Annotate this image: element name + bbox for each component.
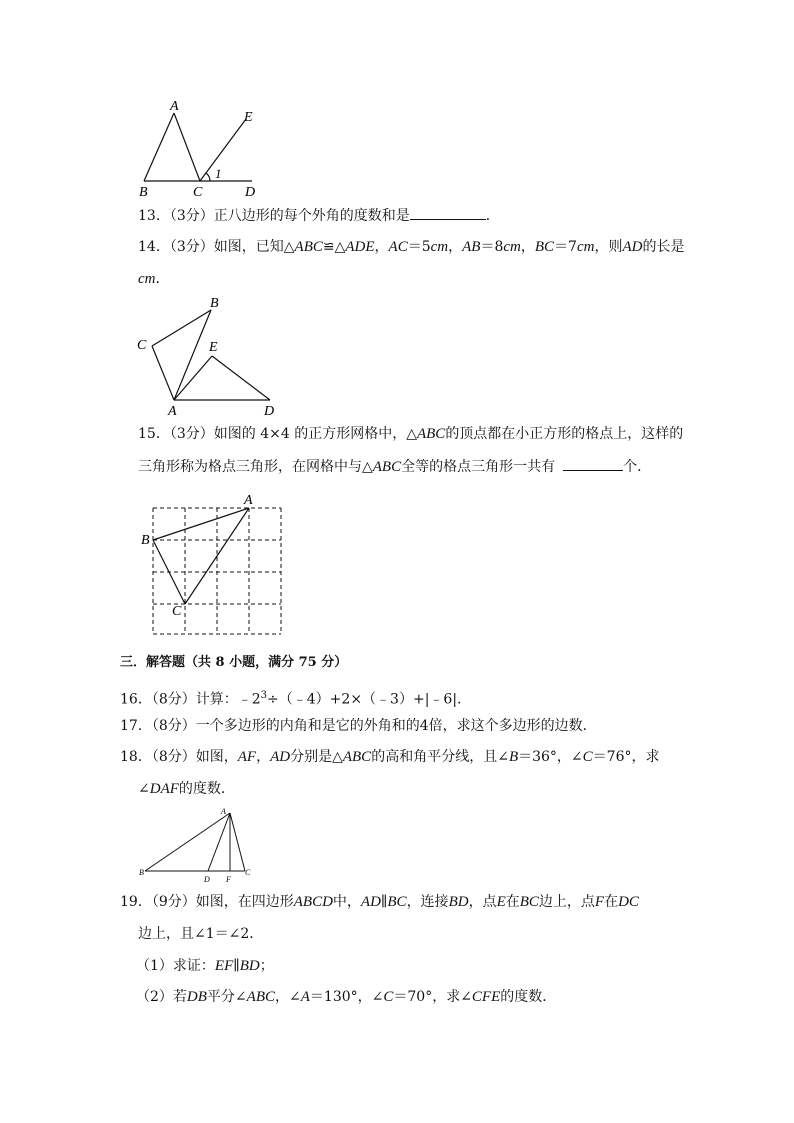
q14-score: （3分）: [169, 239, 214, 255]
label-angle-1: 1: [215, 166, 222, 181]
question-19-line2: 边上，且∠1＝∠2．: [138, 926, 264, 942]
line-ac: [230, 813, 245, 871]
label-d: D: [245, 185, 256, 200]
line-ba: [145, 813, 230, 871]
label-a: A: [170, 99, 179, 114]
figure-q14: [130, 293, 290, 418]
question-16: 16．（8分）计算：$﹣2^3\div(﹣4)+2\times(﹣3)+|﹣6|$.: [120, 690, 462, 708]
line-ae: [174, 356, 212, 400]
label-b: B: [139, 185, 148, 200]
q13-number: 13．: [138, 208, 170, 224]
angle-arc: [206, 173, 210, 181]
line-ca: [152, 346, 174, 400]
q13-answer-blank[interactable]: [410, 205, 486, 220]
label-a: A: [221, 807, 226, 816]
question-19: 19．（9分）如图，在四边形ABCD中，AD∥BC，连接BD，点E在BC边上，点F在DC: [120, 894, 639, 910]
q16-score: （8分）: [151, 691, 196, 708]
question-13: 13．（3分）正八边形的每个外角的度数和是 ．: [138, 205, 500, 226]
q14-number: 14．: [138, 239, 170, 255]
line-ac: [174, 113, 200, 181]
triangle-abc: [153, 508, 249, 604]
label-c: C: [172, 604, 182, 619]
line-ab: [144, 113, 174, 181]
question-19-part1: （1）求证：EF∥BD；: [136, 958, 274, 974]
q15-answer-blank[interactable]: [563, 456, 623, 471]
q16-number: 16．: [120, 691, 152, 708]
question-15-line2: 三角形称为格点三角形，在网格中与△ABC全等的格点三角形一共有 个．: [138, 456, 651, 477]
label-e: E: [244, 110, 253, 125]
line-ba: [174, 310, 211, 400]
label-a: A: [168, 404, 177, 418]
line-ed: [212, 356, 270, 400]
question-14-line2: cm．: [138, 271, 170, 287]
figure-q15-grid: [138, 490, 288, 640]
question-17: 17．（8分）一个多边形的内角和是它的外角和的4倍，求这个多边形的边数．: [120, 718, 597, 734]
q17-score: （8分）: [151, 718, 196, 734]
question-18-line2: ∠DAF的度数．: [138, 781, 235, 797]
q13-score: （3分）: [169, 208, 214, 224]
q17-number: 17．: [120, 718, 152, 734]
q18-score: （8分）: [151, 749, 196, 765]
question-19-part2: （2）若DB平分∠ABC，∠A＝130°，∠C＝70°，求∠CFE的度数．: [136, 989, 557, 1005]
label-c: C: [137, 338, 147, 353]
label-d: D: [264, 404, 275, 418]
q15-number: 15．: [138, 426, 170, 442]
q13-text: 正八边形的每个外角的度数和是: [213, 208, 410, 224]
question-18: 18．（8分）如图，AF，AD分别是△ABC的高和角平分线，且∠B＝36°，∠C＝76°，求: [120, 749, 660, 765]
question-15: 15．（3分）如图的 4×4 的正方形网格中，△ABC的顶点都在小正方形的格点上，这样的: [138, 426, 684, 442]
label-b: B: [210, 296, 219, 311]
label-b: B: [141, 533, 150, 548]
figure-q18: [135, 805, 265, 885]
question-14: 14．（3分）如图，已知△ABC≌△ADE，AC＝5cm，AB＝8cm，BC＝7cm，则AD的长是: [138, 239, 685, 255]
figure-q12: [130, 95, 270, 200]
label-a: A: [244, 493, 253, 508]
label-c: C: [193, 185, 203, 200]
label-b: B: [139, 868, 144, 877]
label-c: C: [245, 868, 251, 877]
q18-number: 18．: [120, 749, 152, 765]
label-e: E: [209, 340, 218, 355]
label-d: D: [204, 875, 210, 884]
q15-score: （3分）: [169, 426, 214, 442]
label-f: F: [226, 875, 231, 884]
line-ce: [200, 119, 246, 181]
line-ad: [208, 813, 230, 871]
q19-score: （9分）: [151, 894, 196, 910]
line-cb: [152, 310, 211, 346]
q19-number: 19．: [120, 894, 152, 910]
section-3-title: 三．解答题（共 8 小题，满分 75 分）: [120, 655, 348, 670]
